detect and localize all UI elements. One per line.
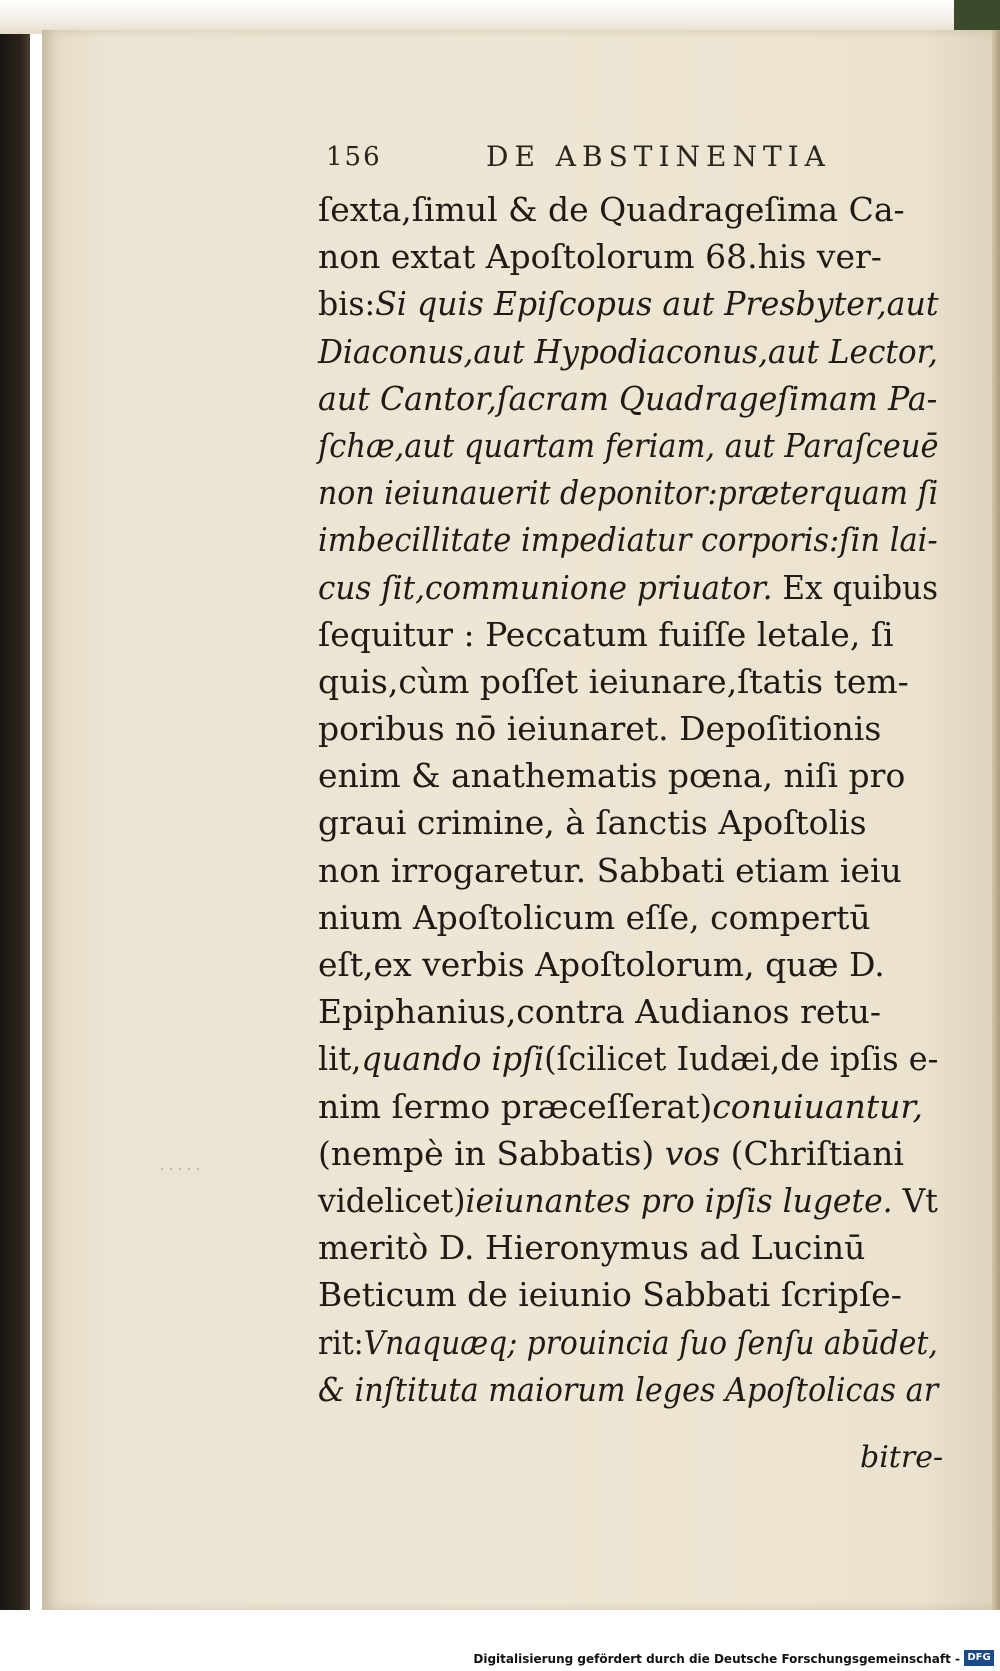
text-line xyxy=(318,1035,939,1082)
page-right-edge xyxy=(992,30,1000,1610)
roman-segment: ſequitur : Peccatum fuiſſe letale, ſi xyxy=(318,614,894,654)
margin-mark: · · · · · xyxy=(160,1162,201,1178)
footer xyxy=(0,1610,1000,1671)
roman-segment: lit, xyxy=(318,1039,362,1079)
text-line xyxy=(318,233,938,280)
text-line xyxy=(318,328,938,375)
scan-top-strip xyxy=(0,0,1000,34)
roman-segment: Epiphanius,contra Audianos retu- xyxy=(318,992,882,1032)
text-line xyxy=(318,611,938,658)
roman-segment: Ex quibus xyxy=(772,567,939,607)
text-line xyxy=(318,1130,938,1177)
italic-segment: imbecillitate impediatur corporis:ſin lai- xyxy=(318,520,938,560)
running-head xyxy=(326,136,846,186)
dfg-logo-icon: DFG xyxy=(964,1650,994,1666)
text-line xyxy=(318,1366,939,1413)
text-line xyxy=(318,752,938,799)
text-line xyxy=(318,705,938,752)
text-line xyxy=(318,847,938,894)
roman-segment: poribus nō ieiunaret. Depoſitionis xyxy=(318,709,882,749)
text-line xyxy=(318,941,938,988)
text-line xyxy=(318,1224,938,1271)
italic-segment: Si quis Epiſcopus aut Presbyter,aut xyxy=(375,284,939,324)
text-line xyxy=(318,1319,938,1366)
catchword: bitre- xyxy=(860,1440,944,1475)
text-line xyxy=(318,1083,938,1130)
roman-segment: ſexta,ſimul & de Quadrageſima Ca- xyxy=(318,190,905,229)
text-line xyxy=(318,280,939,327)
roman-segment: rit: xyxy=(318,1322,364,1362)
roman-segment: (nempè in Sabbatis) xyxy=(318,1133,655,1173)
roman-segment: meritò D. Hieronymus ad Lucinū xyxy=(318,1228,866,1268)
roman-segment: (ſcilicet Iudæi,de ipſis e- xyxy=(544,1039,939,1079)
roman-segment: Vt xyxy=(892,1180,938,1220)
italic-segment: Vnaquæq; prouincia ſuo ſenſu abūdet, xyxy=(363,1322,938,1362)
text-line xyxy=(318,469,939,516)
text-line xyxy=(318,375,938,422)
book-spine-edge xyxy=(0,0,30,1610)
text-line xyxy=(318,894,938,941)
italic-segment: & inſtituta maiorum leges Apoſtolicas ar xyxy=(318,1369,939,1409)
italic-segment: non ieiunauerit deponitor:præterquam ſi xyxy=(318,473,939,513)
roman-segment: videlicet) xyxy=(318,1180,466,1220)
roman-segment: bis: xyxy=(318,284,376,324)
italic-segment: cus ſit,communione priuator. xyxy=(318,567,773,607)
book-cover-corner xyxy=(954,0,1000,34)
roman-segment: quis,cùm poſſet ieiunare,ſtatis tem- xyxy=(318,661,909,701)
roman-segment: non irrogaretur. Sabbati etiam ieiu xyxy=(318,850,902,890)
text-line xyxy=(318,988,938,1035)
roman-segment: non extat Apoſtolorum 68.his ver- xyxy=(318,237,882,277)
italic-segment: ieiunantes pro ipſis lugete. xyxy=(465,1180,893,1220)
text-line xyxy=(318,1271,938,1318)
text-line xyxy=(318,564,939,611)
roman-segment: eſt,ex verbis Apoſtolorum, quæ D. xyxy=(318,945,885,984)
roman-segment: (Chriſtiani xyxy=(720,1133,904,1173)
italic-segment: quando ipſi xyxy=(361,1039,545,1079)
italic-segment: vos xyxy=(654,1133,721,1173)
text-line xyxy=(318,516,938,563)
italic-segment: aut Cantor,ſacram Quadrageſimam Pa- xyxy=(318,378,938,418)
roman-segment: enim & anathematis pœna, niſi pro xyxy=(318,756,906,796)
italic-segment: conuiuantur, xyxy=(712,1086,923,1126)
page-number: 156 xyxy=(326,142,382,172)
body-text xyxy=(318,186,938,1413)
footer-credit: Digitalisierung gefördert durch die Deutsche Forschungsgemeinschaft - xyxy=(473,1652,960,1666)
roman-segment: nim ſermo præceſſerat) xyxy=(318,1086,713,1126)
text-line xyxy=(318,1177,938,1224)
text-line xyxy=(318,799,938,846)
roman-segment: graui crimine, à ſanctis Apoſtolis xyxy=(318,803,867,843)
text-line xyxy=(318,422,939,469)
roman-segment: nium Apoſtolicum eſſe, compertū xyxy=(318,897,871,937)
text-line xyxy=(318,186,938,233)
running-title: DE ABSTINENTIA xyxy=(486,140,831,173)
text-line xyxy=(318,658,938,705)
roman-segment: Beticum de ieiunio Sabbati ſcripſe- xyxy=(318,1275,902,1315)
italic-segment: Diaconus,aut Hypodiaconus,aut Lector, xyxy=(318,331,938,371)
italic-segment: ſchæ,aut quartam feriam, aut Paraſceuē xyxy=(318,425,939,465)
